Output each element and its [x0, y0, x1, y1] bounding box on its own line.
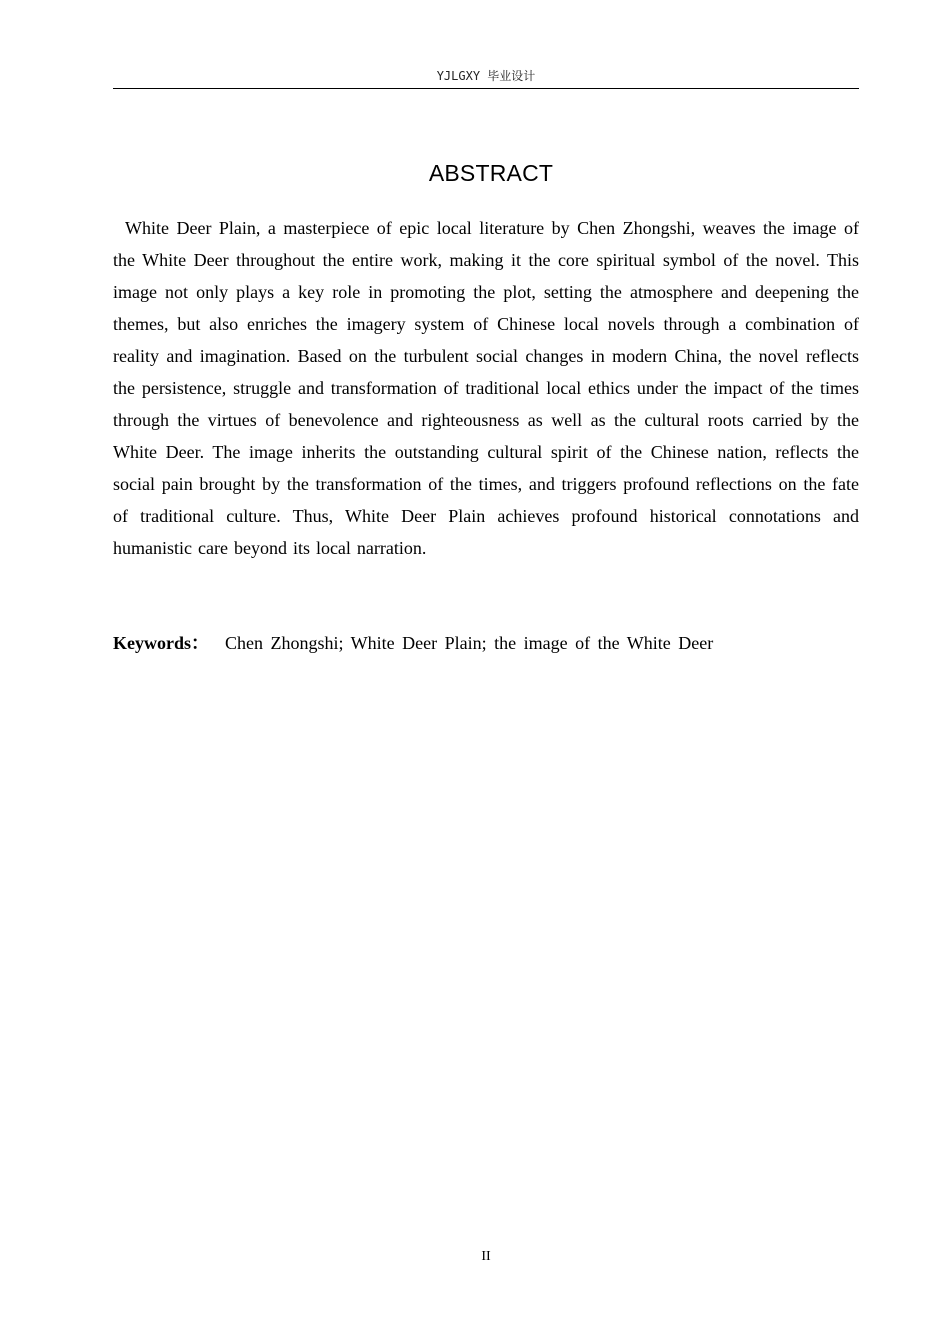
abstract-body: White Deer Plain, a masterpiece of epic local literature by Chen Zhongshi, weaves the image of the White Deer throughout the entire work, making it the core spiritual symbol of the novel. This image not only plays a key role in promoting the plot, setting the atmosphere and deepening the themes, but also enriches the imagery system of Chinese local novels through a combination of reality and imagination. Based on the turbulent social changes in modern China, the novel reflects the persistence, struggle and transformation of traditional local ethics under the impact of the times through the virtues of benevolence and righteousness as well as the cultural roots carried by the White Deer. The image inherits the outstanding cultural spirit of the Chinese nation, reflects the social pain brought by the transformation of the times, and triggers profound reflections on the fate of traditional culture. Thus, White Deer Plain achieves profound historical connotations and humanistic care beyond its local narration.	[113, 218, 859, 558]
keywords-value: Chen Zhongshi; White Deer Plain; the image of the White Deer	[225, 633, 714, 653]
abstract-title: ABSTRACT	[428, 160, 554, 186]
running-header: YJLGXY 毕业设计	[436, 69, 536, 83]
page-number: II	[481, 1249, 491, 1264]
keywords-label: Keywords：	[113, 633, 209, 653]
header-rule	[113, 88, 859, 89]
keywords-line	[113, 627, 859, 659]
